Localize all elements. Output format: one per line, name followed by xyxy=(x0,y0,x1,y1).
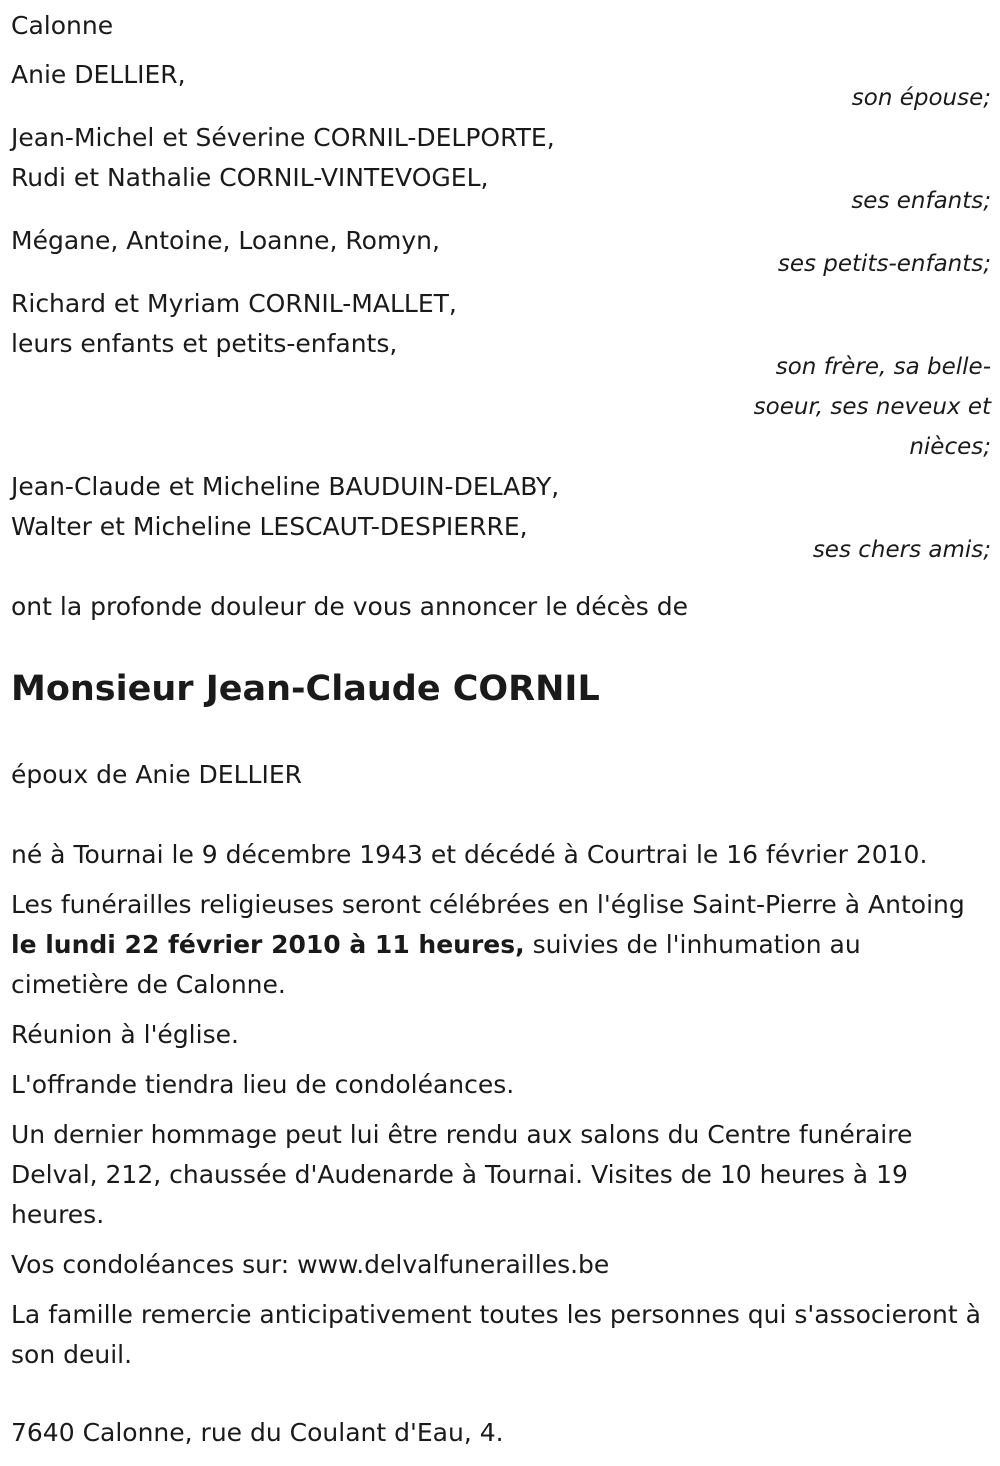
announcement-text: ont la profonde douleur de vous annoncer le décès de xyxy=(11,592,689,621)
family-name-line: Walter et Micheline LESCAUT-DESPIERRE, xyxy=(11,512,528,541)
family-name-line: Richard et Myriam CORNIL-MALLET, xyxy=(11,289,457,318)
offering-text: L'offrande tiendra lieu de condoléances. xyxy=(11,1070,515,1099)
family-name-line: Mégane, Antoine, Loanne, Romyn, xyxy=(11,226,440,255)
family-name-line: leurs enfants et petits-enfants, xyxy=(11,329,398,358)
thanks-text: La famille remercie anticipativement toutes les personnes qui s'associeront à son deuil. xyxy=(11,1300,981,1369)
funeral-date: le lundi 22 février 2010 à 11 heures, xyxy=(11,930,525,959)
family-name-line: Jean-Michel et Séverine CORNIL-DELPORTE, xyxy=(11,123,555,152)
address: 7640 Calonne, rue du Coulant d'Eau, 4. xyxy=(11,1418,504,1447)
locality: Calonne xyxy=(11,11,114,40)
relation-label: son frère, sa belle-soeur, ses neveux et nièces; xyxy=(753,354,991,460)
deceased-name: Monsieur Jean-Claude CORNIL xyxy=(11,669,600,709)
relation-label: ses enfants; xyxy=(851,188,991,214)
funeral-text-end: suivies de l'inhumation au cimetière de Calonne. xyxy=(11,930,861,999)
family-name-line: Jean-Claude et Micheline BAUDUIN-DELABY, xyxy=(11,472,560,501)
family-name-line: Rudi et Nathalie CORNIL-VINTEVOGEL, xyxy=(11,163,489,192)
funeral-text xyxy=(11,885,986,1005)
details-section xyxy=(11,835,986,1375)
meeting-text: Réunion à l'église. xyxy=(11,1020,239,1049)
relation-label: ses chers amis; xyxy=(812,537,991,563)
homage-text: Un dernier hommage peut lui être rendu aux salons du Centre funéraire Delval, 212, chaussée d'Audenarde à Tournai. Visites de 10 heures à 19 heures. xyxy=(11,1120,913,1229)
condolences-text: Vos condoléances sur: www.delvalfunerailles.be xyxy=(11,1250,610,1279)
relation-label: son épouse; xyxy=(851,85,991,111)
funeral-text-start: Les funérailles religieuses seront célébrées en l'église Saint-Pierre à Antoing xyxy=(11,890,965,919)
birth-death-text: né à Tournai le 9 décembre 1943 et décédé à Courtrai le 16 février 2010. xyxy=(11,840,928,869)
relation-label: ses petits-enfants; xyxy=(777,251,991,277)
spouse-line: époux de Anie DELLIER xyxy=(11,760,302,789)
family-name-line: Anie DELLIER, xyxy=(11,60,186,89)
